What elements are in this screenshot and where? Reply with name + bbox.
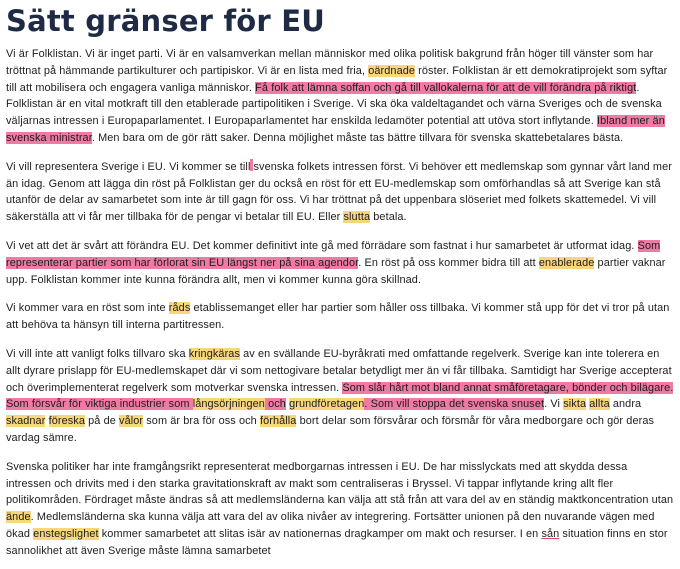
paragraph-4 [6,300,674,334]
text-run: kommer samarbetet att slitas isär av nationernas dragkamper om makt och resurser. I en [98,527,542,540]
text-run: på de [85,415,120,428]
text-run: situation finns en stor sannolikhet att även Sverige måste lämna samarbetet [6,527,668,557]
text-run: partier vaknar upp. Folklistan kommer inte kunna förändra allt, men vi kommer kunna göra skillnad. [6,256,666,286]
text-run: . Medlemsländerna ska kunna välja att vara del av olika nivåer av integrering. Fortsätter unionen på den nuvarande vägen med ökad [6,511,655,540]
yellow-highlight: föreska [48,415,86,428]
paragraph-1 [6,46,674,147]
text-run: Svenska politiker har inte framgångsrikt representerat medborgarnas intressen i EU. De har misslyckats med att skydda dessa intressen och drivits med i den starka gravitationskraft av makt som centraliseras i Bryssel. Vi tappar inflytande kring allt fler politikområden. Fördraget måste ändras så att medlemsländerna kan välja att stå från att vara del av en ständig maktkoncentration utan [6,460,674,507]
text-run: etablissemanget eller har partier som håller oss tillbaka. Vi kommer stå upp för det vi tror på utan att behöva ta hänsyn till interna partitressen. [6,302,670,332]
yellow-highlight: slutta [343,211,371,224]
yellow-highlight: grundföretagen [289,398,365,411]
yellow-highlight: vålor [119,415,144,428]
text-run: Vi vill inte att vanligt folks tillvaro ska [6,347,189,360]
spelling-underline: sån [541,527,560,540]
yellow-highlight: ände [6,511,31,524]
text-run: röster. Folklistan är ett demokratiprojekt som syftar till att mobilisera och engagera vanliga människor. [6,64,668,94]
text-run: Vi är Folklistan. Vi är inget parti. Vi är en valsamverkan mellan människor med olika politisk bakgrund från höger till vänster som har tröttnat på hämmande partikulturer och partipiskor. Vi är en lista med fria, [6,48,654,77]
text-run: som är bra för oss och [143,415,260,428]
yellow-highlight: råds [168,302,191,315]
yellow-highlight: enablerade [538,256,595,269]
yellow-highlight: enstegslighet [33,527,99,540]
text-run: betala. [370,211,407,224]
paragraph-2 [6,159,674,226]
yellow-highlight: långsörjningen [192,398,265,411]
pink-highlight: Ibland mer än svenska ministrar [6,115,665,144]
paragraph-6 [6,459,674,560]
pink-highlight: Som representerar partier som har förlorat sin EU längst ner på sina agendor [6,239,661,269]
text-run: . Vi [544,398,564,411]
paragraph-3 [6,238,674,288]
text-run: Vi vill representera Sverige i EU. Vi kommer se till [6,160,251,173]
yellow-highlight: kringkäras [188,347,241,360]
paragraph-5 [6,346,674,447]
text-run: av en svällande EU-byråkrati med omfattande regelverk. Sverige kan inte tolerera en allt dyrare prislapp för EU-medlemskapet där vi som nettogivare betalar betydligt mer än vi får tillbaka. Samtidigt har Sverige accepterat och överimplementerat regelverk som motverkar svenska intressen. [6,347,672,394]
pink-highlight: Som slår hårt mot bland annat småföretagare, bönder och bilägare. Som försvår för viktiga industrier som [6,381,674,411]
yellow-highlight: allta [589,398,610,411]
text-run: svenska folkets intressen först. Vi behöver ett medlemskap som gynnar vårt land mer än idag. Genom att lägga din röst på Folklistan ger du också en röst för ett EU-medlemskap som omförhandlas så att Sverige kan stå utanför de delar av samarbetet som inte är till gagn för oss. Vi har tröttnat på det uppenbara slöseriet med folkets skattemedel. Vi vill säkerställa att vi får mer tillbaka för de pengar vi betalar till EU. Eller [6,160,672,224]
yellow-highlight: skadnar [6,415,46,428]
text-run: bort delar som försvårar och försmår för våra medborgare och gör deras vardag sämre. [6,415,655,444]
pink-highlight: och [264,398,286,411]
yellow-highlight: förhålla [259,415,297,428]
pink-highlight: . Som vill stoppa det svenska snuset [364,398,545,411]
text-run: andra [609,398,642,411]
text-run: . Folklistan är en vital motkraft till den etablerade partipolitiken i Sverige. Vi ska öka valdeltagandet och värna Sveriges och de svenska väljarnas intressen i Europaparlamentet. I Europaparlamentet har enskilda ledamöter potential att utöva stort inflytande. [6,81,662,128]
page-title: Sätt gränser för EU [6,4,325,38]
text-run: Vi kommer vara en röst som inte [6,302,169,315]
yellow-highlight: oärdnade [368,64,416,77]
pink-highlight: Få folk att lämna soffan och gå till vallokalerna för att de vill förändra på riktigt [255,81,637,94]
text-run: . Men bara om de gör rätt saker. Denna möjlighet måste tas bättre tillvara för svenska skattebetalares bästa. [91,131,624,144]
text-run: . En röst på oss kommer bidra till att [358,256,539,269]
yellow-highlight: sikta [563,398,587,411]
document-body [6,46,674,560]
text-run: Vi vet att det är svårt att förändra EU. Det kommer definitivt inte gå med förrädare som fastnat i hur samarbetet är utformat idag. [6,239,638,252]
